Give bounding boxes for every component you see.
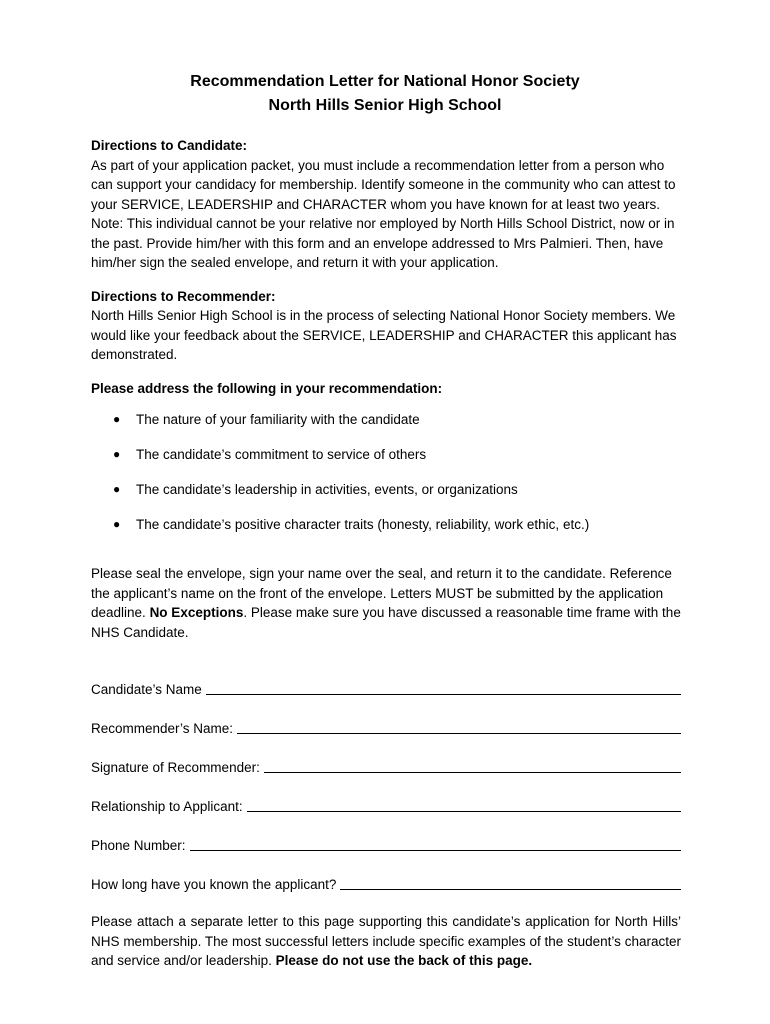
- recommender-name-line[interactable]: [237, 732, 681, 734]
- recommender-name-field[interactable]: [91, 699, 681, 738]
- bullet-icon: ●: [113, 412, 121, 426]
- signature-label: Signature of Recommender:: [91, 759, 260, 775]
- bullet-icon: ●: [113, 482, 121, 496]
- known-duration-field[interactable]: [91, 855, 681, 894]
- phone-number-line[interactable]: [190, 849, 681, 851]
- bullet-icon: ●: [113, 447, 121, 461]
- address-heading: Please address the following in your recommendation:: [91, 380, 443, 396]
- page-title: [91, 70, 679, 118]
- recommendation-form: [91, 70, 681, 971]
- candidate-name-label: Candidate’s Name: [91, 681, 202, 697]
- closing-text-after: . Please make sure you have discussed a reasonable time frame with the NHS Candidate.: [91, 605, 681, 640]
- known-duration-line[interactable]: [340, 888, 681, 890]
- candidate-directions: [91, 136, 681, 273]
- form-fields: [91, 660, 681, 894]
- closing-emphasis: No Exceptions: [149, 605, 244, 620]
- title-line-1: Recommendation Letter for National Honor Society: [190, 73, 580, 90]
- closing-instructions: [91, 564, 681, 642]
- list-item: [91, 445, 681, 480]
- list-item-text: The candidate’s commitment to service of others: [136, 447, 427, 462]
- relationship-label: Relationship to Applicant:: [91, 798, 243, 814]
- recommendation-points: [91, 410, 681, 550]
- candidate-directions-text: As part of your application packet, you must include a recommendation letter from a person who can support your candidacy for membership. Identify someone in the community who can attest to your SERVICE, LEADERSHIP and CHARACTER whom you have known for at least two years. Note: This individual cannot be your relative nor employed by North Hills School District, now or in the past. Provide him/her with this form and an envelope addressed to Mrs Palmieri. Then, have him/her sign the sealed envelope, and return it with your application.: [91, 157, 676, 270]
- final-emphasis: Please do not use the back of this page.: [275, 953, 533, 968]
- list-item-text: The nature of your familiarity with the candidate: [136, 412, 420, 427]
- title-line-2: North Hills Senior High School: [268, 97, 502, 114]
- relationship-field[interactable]: [91, 777, 681, 816]
- list-item: [91, 410, 681, 445]
- recommender-directions-text: North Hills Senior High School is in the process of selecting National Honor Society members. We would like your feedback about the SERVICE, LEADERSHIP and CHARACTER this applicant has demonstrated.: [91, 308, 677, 362]
- recommender-name-label: Recommender’s Name:: [91, 720, 234, 736]
- recommender-directions: [91, 287, 681, 365]
- list-item-text: The candidate’s leadership in activities, events, or organizations: [136, 482, 518, 497]
- candidate-name-line[interactable]: [206, 693, 681, 695]
- signature-field[interactable]: [91, 738, 681, 777]
- list-item: [91, 480, 681, 515]
- phone-number-field[interactable]: [91, 816, 681, 855]
- relationship-line[interactable]: [247, 810, 681, 812]
- signature-line[interactable]: [264, 771, 681, 773]
- phone-number-label: Phone Number:: [91, 837, 186, 853]
- bullet-icon: ●: [113, 517, 121, 531]
- candidate-directions-heading: Directions to Candidate:: [91, 138, 248, 153]
- candidate-name-field[interactable]: [91, 660, 681, 699]
- final-text: Please attach a separate letter to this page supporting this candidate’s application for North Hills’ NHS membership. The most successful letters include specific examples of the student’s character and service and/or leadership.: [91, 914, 681, 968]
- closing-text-before: Please seal the envelope, sign your name over the seal, and return it to the candidate. Reference the applicant’s name on the front of the envelope. Letters MUST be submitted by the application deadline.: [91, 566, 672, 620]
- known-duration-label: How long have you known the applicant?: [91, 876, 337, 892]
- list-item: [91, 515, 681, 550]
- recommender-directions-heading: Directions to Recommender:: [91, 288, 276, 304]
- final-instructions: [91, 912, 681, 971]
- list-item-text: The candidate’s positive character traits (honesty, reliability, work ethic, etc.): [136, 517, 590, 532]
